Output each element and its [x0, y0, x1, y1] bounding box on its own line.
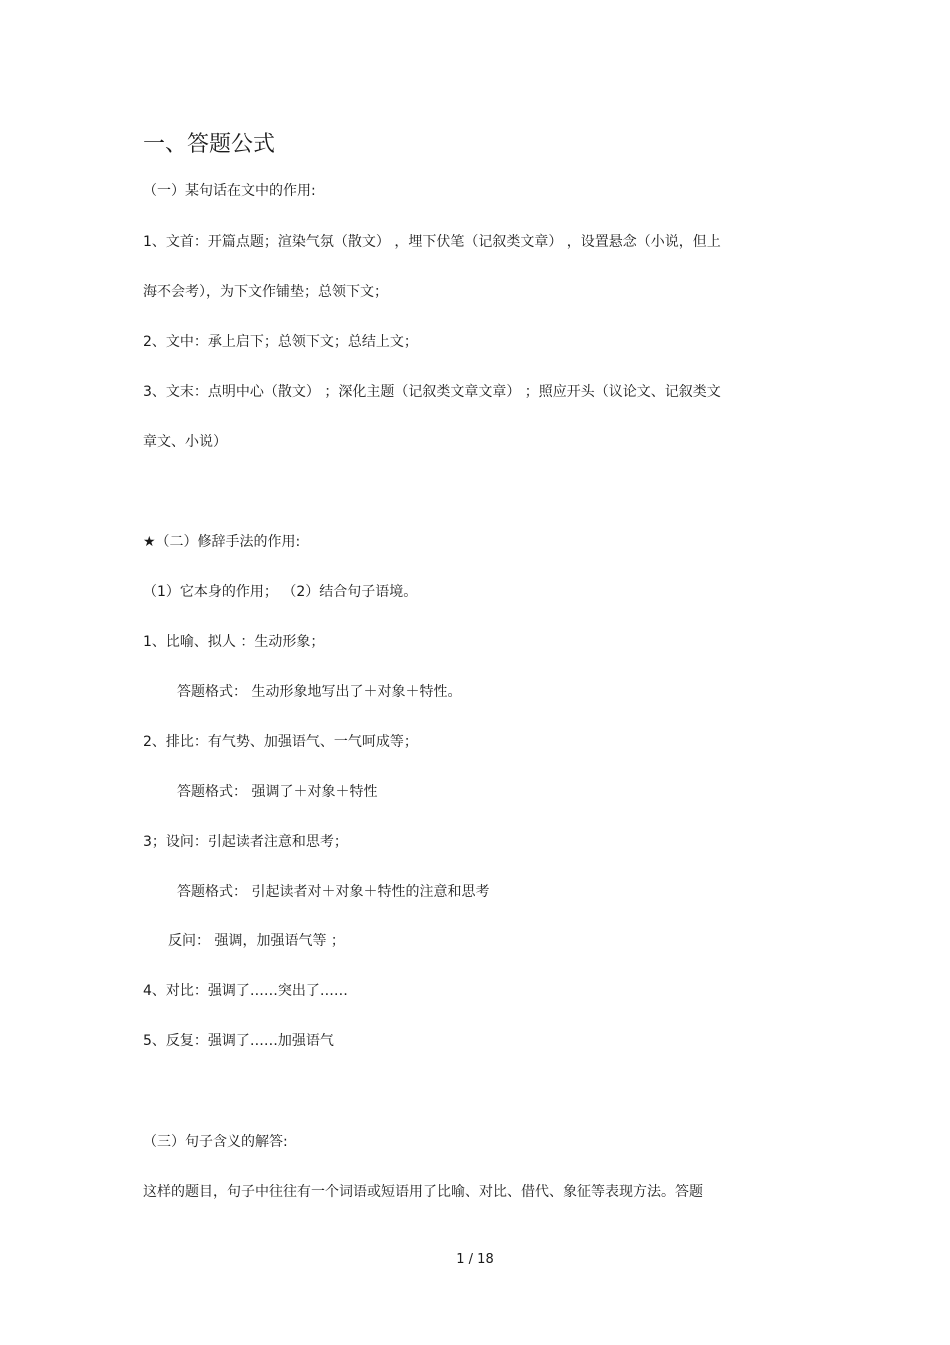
section1-item1-line2: 海不会考），为下文作铺垫；总领下文；: [143, 284, 388, 300]
section3-title: （三）句子含义的解答:: [143, 1134, 288, 1150]
section2-item3: 3；设问：引起读者注意和思考；: [143, 834, 348, 850]
section2-item1-format: 答题格式： 生动形象地写出了＋对象＋特性。: [177, 684, 462, 700]
section2-item4: 4、对比：强调了……突出了……: [143, 983, 348, 999]
section2-item3-rhetorical: 反问： 强调，加强语气等 ；: [168, 933, 345, 949]
section1-title: （一）某句话在文中的作用:: [143, 183, 316, 199]
page-title: 一、答题公式: [143, 132, 276, 157]
section2-item5: 5、反复：强调了……加强语气: [143, 1033, 334, 1049]
section1-item1-line1: 1、文首：开篇点题；渲染气氛（散文） ，埋下伏笔（记叙类文章） ，设置悬念（小说，但上: [143, 234, 721, 250]
section2-item1: 1、比喻、拟人 ：生动形象；: [143, 634, 325, 650]
section1-item3-line1: 3、文末：点明中心（散文） ；深化主题（记叙类文章文章） ；照应开头（议论文、记叙类文: [143, 384, 721, 400]
section3-line1: 这样的题目，句子中往往有一个词语或短语用了比喻、对比、借代、象征等表现方法。答题: [143, 1184, 703, 1200]
section1-item2: 2、文中：承上启下；总领下文；总结上文；: [143, 334, 418, 350]
section2-item2-format: 答题格式： 强调了＋对象＋特性: [177, 784, 378, 800]
section2-item2: 2、排比：有气势、加强语气、一气呵成等；: [143, 734, 418, 750]
section2-title: ★（二）修辞手法的作用:: [143, 534, 301, 550]
section2-item3-format: 答题格式： 引起读者对＋对象＋特性的注意和思考: [177, 884, 490, 900]
section1-item3-line2: 章文、小说）: [143, 434, 227, 450]
page-number: 1 / 18: [456, 1252, 494, 1267]
section2-subtitle: （1）它本身的作用； （2）结合句子语境。: [143, 584, 418, 600]
